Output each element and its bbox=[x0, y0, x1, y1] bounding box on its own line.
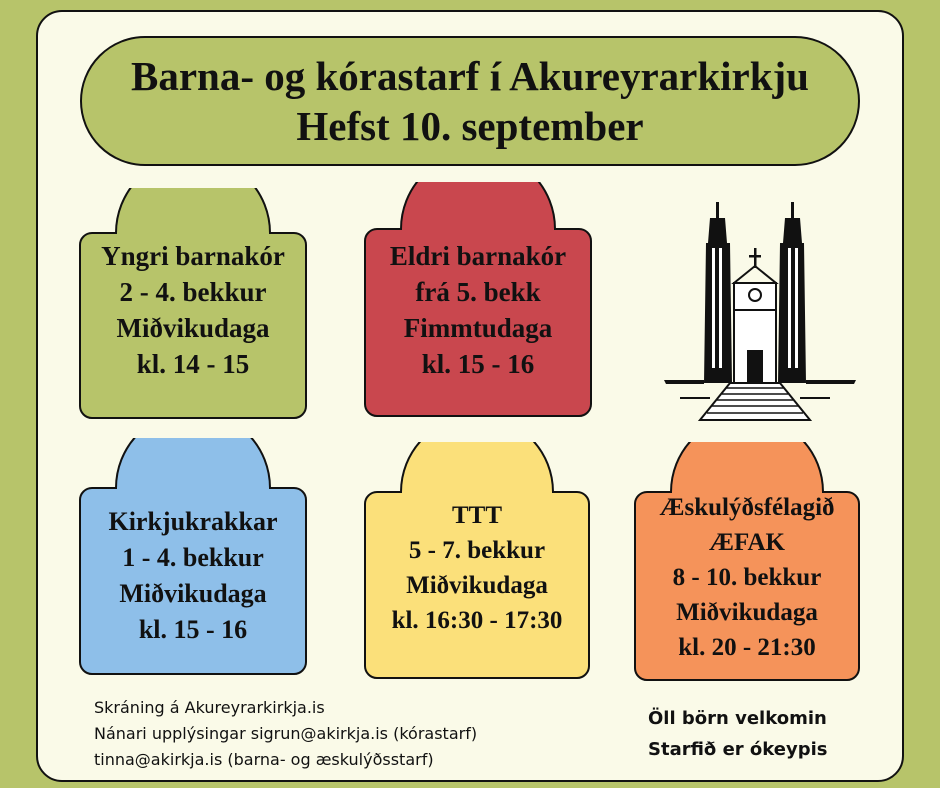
card-grade: 1 - 4. bekkur bbox=[122, 543, 264, 572]
card-day: Fimmtudaga bbox=[403, 313, 553, 343]
card-aeskulydsfelagid bbox=[633, 442, 861, 682]
page-title: Barna- og kórastarf í Akureyrarkirkju bbox=[130, 53, 809, 99]
card-day: Miðvikudaga bbox=[116, 313, 270, 343]
card-text bbox=[78, 238, 308, 382]
church-icon bbox=[660, 198, 860, 423]
card-yngri-barnakor bbox=[78, 188, 308, 420]
card-time: kl. 15 - 16 bbox=[138, 615, 248, 644]
card-time: kl. 14 - 15 bbox=[136, 349, 250, 379]
card-time: kl. 16:30 - 17:30 bbox=[391, 607, 563, 634]
footer-contact-info bbox=[94, 695, 477, 773]
card-title: Eldri barnakór bbox=[389, 241, 567, 271]
welcome-text: Öll börn velkomin bbox=[648, 708, 827, 729]
card-abbrev: ÆFAK bbox=[709, 529, 785, 556]
card-grade: 5 - 7. bekkur bbox=[408, 537, 546, 564]
contact-tinna: tinna@akirkja.is (barna- og æskulýðsstarf) bbox=[94, 750, 434, 769]
card-grade: 8 - 10. bekkur bbox=[672, 564, 822, 591]
card-eldri-barnakor bbox=[363, 182, 593, 418]
card-grade: frá 5. bekk bbox=[415, 277, 541, 307]
card-text bbox=[78, 504, 308, 648]
card-time: kl. 15 - 16 bbox=[421, 349, 535, 379]
card-title: Kirkjukrakkar bbox=[108, 507, 278, 536]
contact-sigrun: Nánari upplýsingar sigrun@akirkja.is (kórastarf) bbox=[94, 724, 478, 743]
card-title: Yngri barnakór bbox=[101, 241, 285, 271]
card-text bbox=[363, 498, 591, 638]
card-day: Miðvikudaga bbox=[676, 599, 818, 626]
card-title: Æskulýðsfélagið bbox=[659, 494, 835, 521]
footer-welcome bbox=[648, 703, 827, 765]
free-text: Starfið er ókeypis bbox=[648, 739, 828, 760]
card-day: Miðvikudaga bbox=[406, 572, 548, 599]
title-banner bbox=[80, 36, 860, 166]
card-text bbox=[363, 238, 593, 382]
card-ttt bbox=[363, 442, 591, 680]
card-day: Miðvikudaga bbox=[119, 579, 267, 608]
registration-text: Skráning á Akureyrarkirkja.is bbox=[94, 698, 325, 717]
card-text bbox=[633, 490, 861, 665]
card-grade: 2 - 4. bekkur bbox=[119, 277, 267, 307]
card-kirkjukrakkar bbox=[78, 438, 308, 676]
card-title: TTT bbox=[451, 502, 503, 529]
card-time: kl. 20 - 21:30 bbox=[678, 634, 816, 661]
page-subtitle: Hefst 10. september bbox=[296, 103, 644, 149]
